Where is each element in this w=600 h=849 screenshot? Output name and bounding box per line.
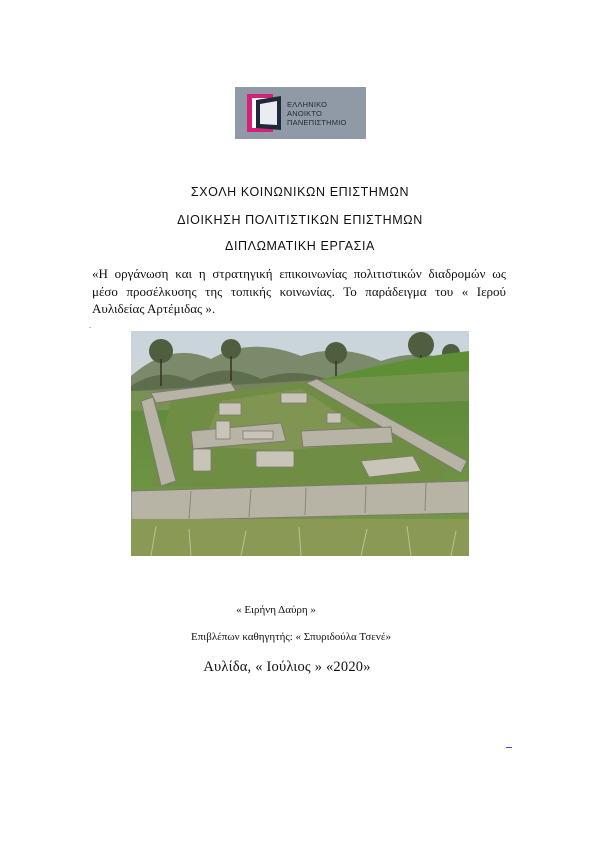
logo-mark-icon (247, 94, 283, 134)
school-heading: ΣΧΟΛΗ ΚΟΙΝΩΝΙΚΩΝ ΕΠΙΣΤΗΜΩΝ (190, 185, 410, 199)
logo-text (287, 100, 365, 127)
supervisor-line: Επιβλέπων καθηγητής: « Σπυριδούλα Τσενέ» (191, 631, 391, 643)
logo-line-2: ΑΝΟΙΚΤΟ (287, 109, 323, 118)
logo-line-1: ΕΛΛΗΝΙΚΟ (287, 100, 328, 109)
corner-mark (506, 747, 512, 748)
logo-line-3: ΠΑΝΕΠΙΣΤΗΜΙΟ (287, 118, 347, 127)
document-type-heading: ΔΙΠΛΩΜΑΤΙΚΗ ΕΡΓΑΣΙΑ (225, 239, 375, 253)
program-heading: ΔΙΟΙΚΗΣΗ ΠΟΛΙΤΙΣΤΙΚΩΝ ΕΠΙΣΤΗΜΩΝ (177, 213, 423, 227)
thesis-title: «Η οργάνωση και η στρατηγική επικοινωνίας πολιτιστικών διαδρομών ως μέσο προσέλκυσης της τοπικής κοινωνίας. Το παράδειγμα του « Ιερού Αυλιδείας Αρτέμιδας ». (92, 266, 506, 316)
stray-mark: . (89, 321, 91, 330)
author-name: « Ειρήνη Δαύρη » (236, 604, 316, 616)
university-logo (235, 87, 366, 139)
cover-photo (131, 331, 469, 556)
place-and-date: Αυλίδα, « Ιούλιος » «2020» (203, 659, 371, 675)
